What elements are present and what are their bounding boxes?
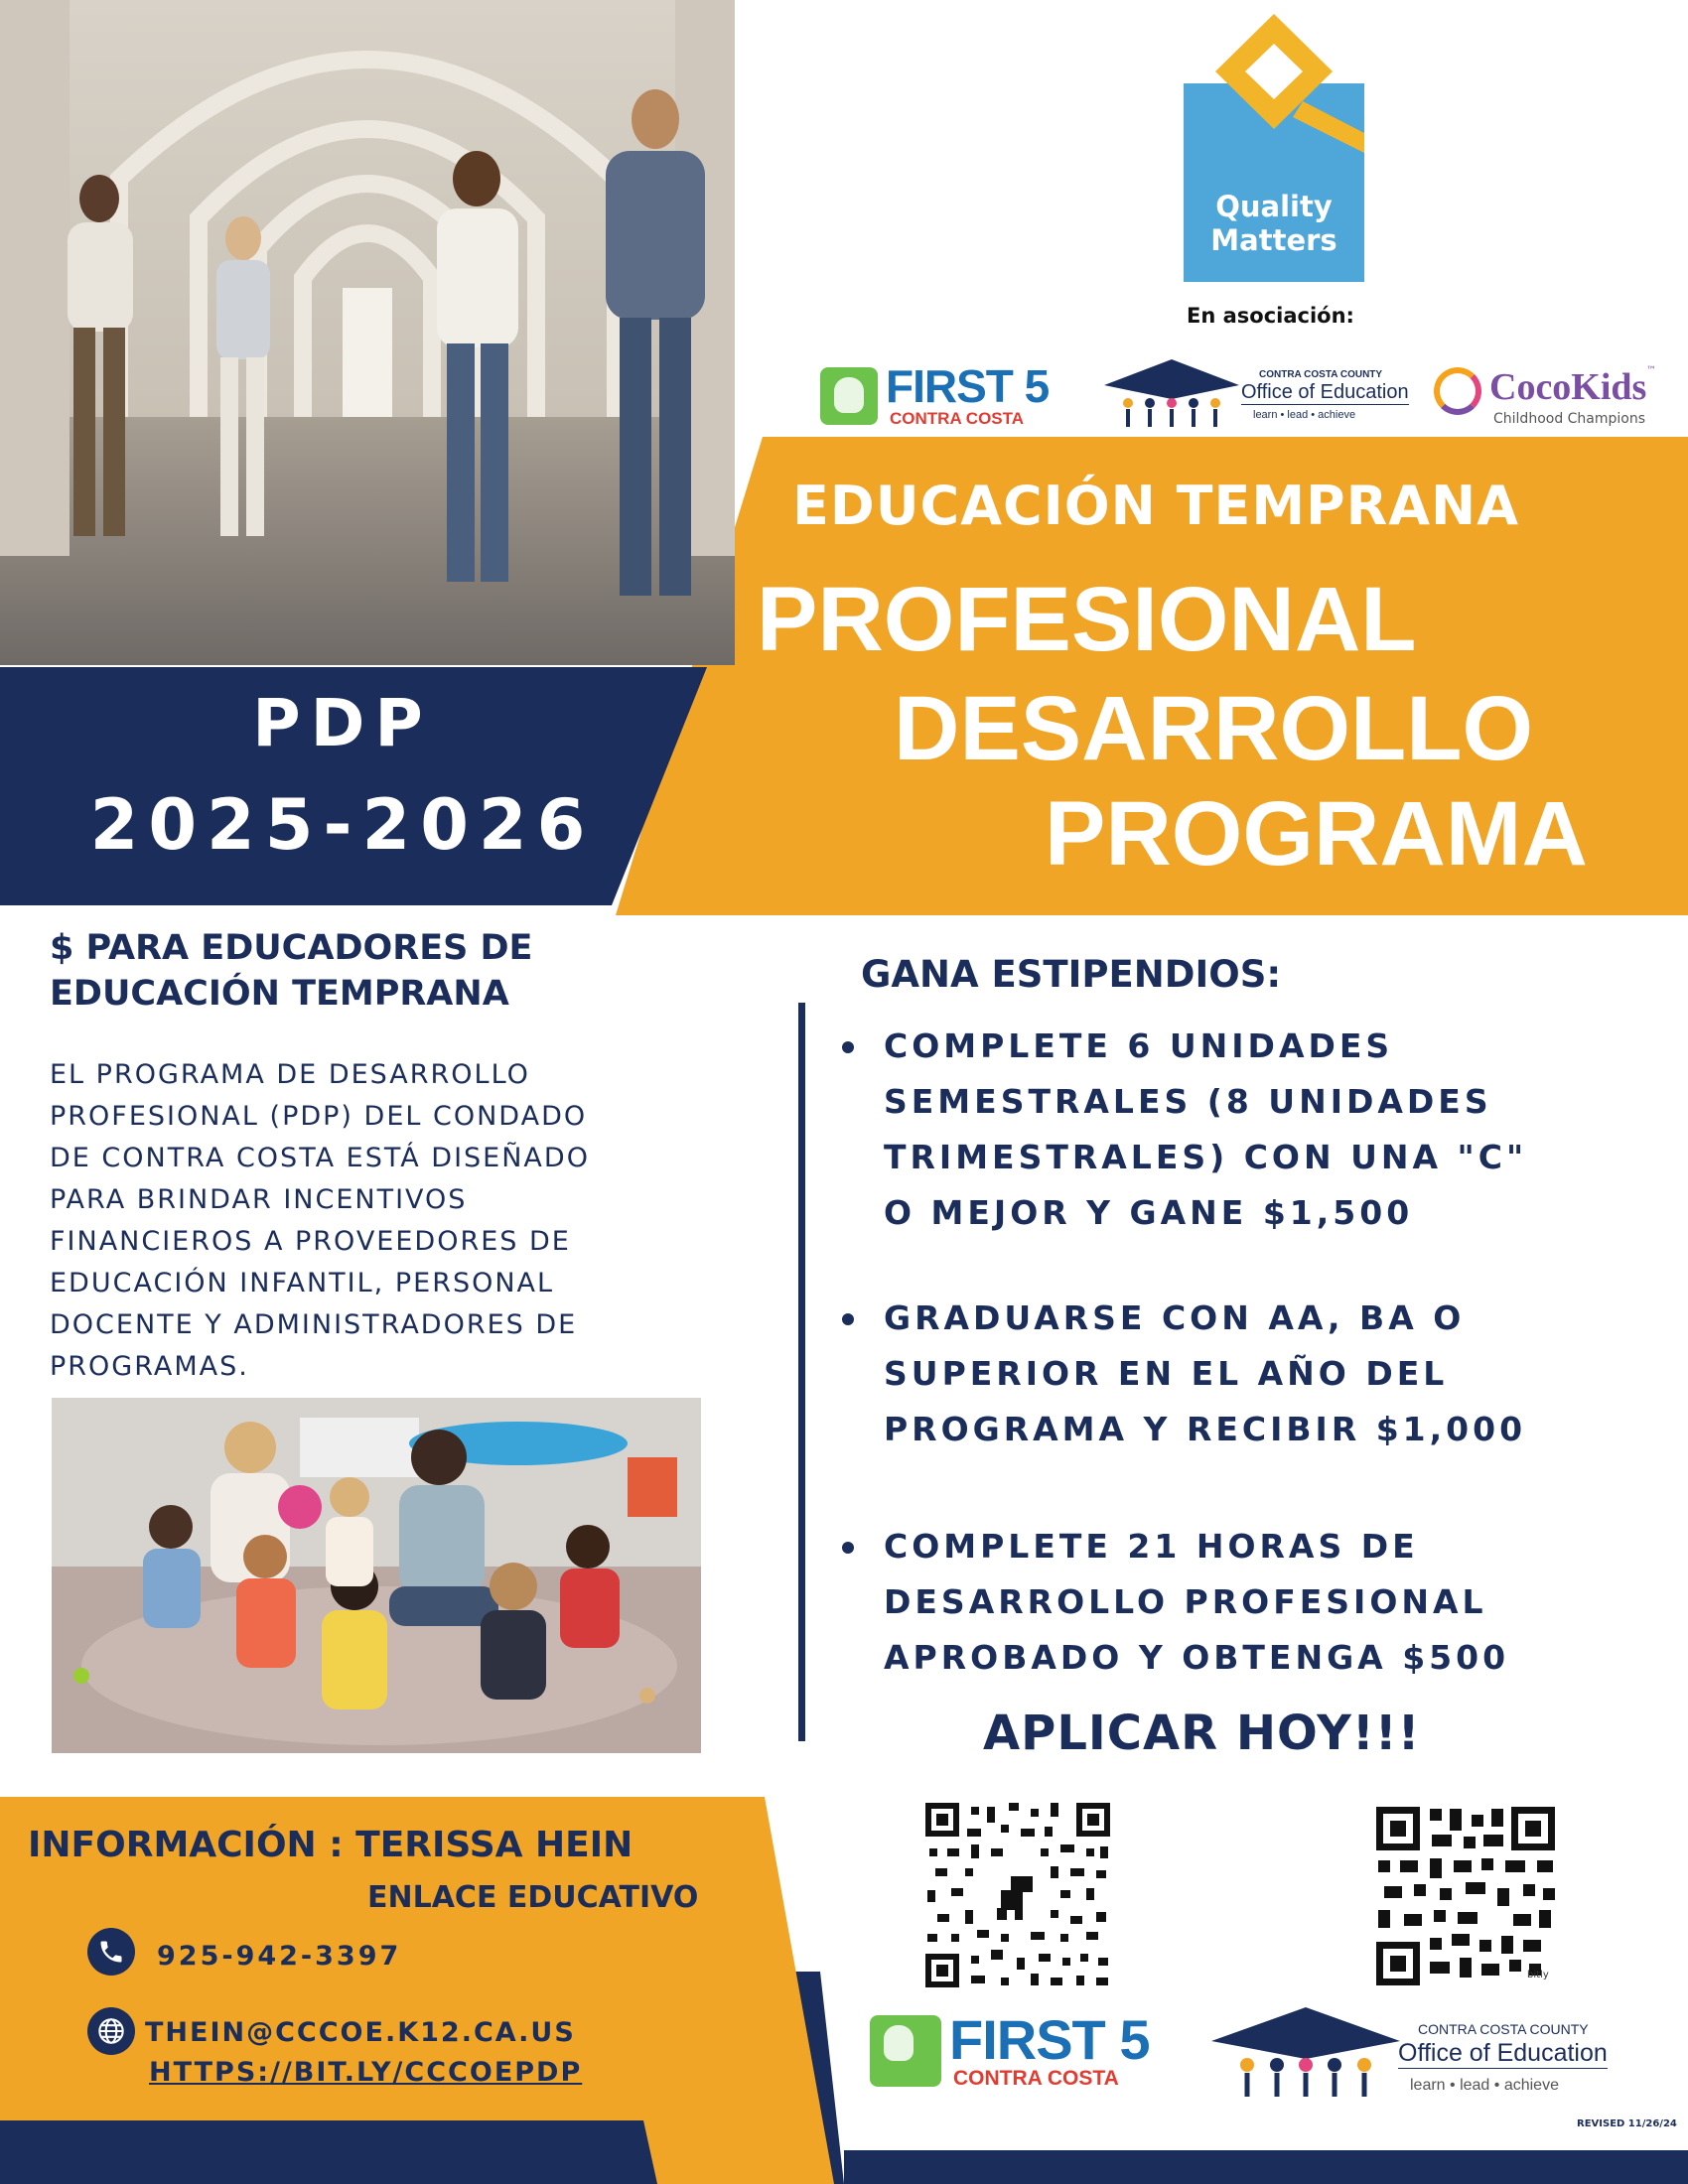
- stipend-item-line: SEMESTRALES (8 UNIDADES: [884, 1082, 1492, 1121]
- bullet-dot: [842, 1041, 854, 1053]
- contact-navy-foot: [0, 2120, 657, 2184]
- description-line: EDUCACIÓN INFANTIL, PERSONAL: [50, 1268, 555, 1298]
- educators-heading-line1: $ PARA EDUCADORES DE: [50, 928, 533, 968]
- first5-subtitle: CONTRA COSTA: [890, 409, 1025, 428]
- stipend-item-line: GRADUARSE CON AA, BA O: [884, 1298, 1466, 1337]
- qr-code-left[interactable]: [921, 1799, 1114, 1991]
- stipends-divider: [798, 1003, 805, 1741]
- phone-icon: [87, 1928, 135, 1976]
- cccoe-county: CONTRA COSTA COUNTY: [1259, 369, 1383, 380]
- first5-hand-icon: [870, 2015, 941, 2087]
- description-line: DOCENTE Y ADMINISTRADORES DE: [50, 1309, 578, 1340]
- stipend-item: [842, 1519, 1626, 1686]
- contact-role: ENLACE EDUCATIVO: [367, 1880, 699, 1915]
- cocokids-trademark: ™: [1646, 365, 1656, 376]
- quality-matters-line1: Quality: [1215, 190, 1333, 223]
- cccoe-logo-top: [1104, 355, 1412, 445]
- cccoe-name: Office of Education: [1241, 381, 1409, 403]
- hero-line-2: DESARROLLO: [894, 678, 1533, 779]
- stipend-item: [842, 1019, 1626, 1241]
- hero-line-3: PROGRAMA: [1045, 783, 1588, 885]
- description-line: PARA BRINDAR INCENTIVOS: [50, 1184, 468, 1215]
- partnership-label: En asociación:: [1187, 304, 1354, 328]
- contact-phone[interactable]: 925-942-3397: [157, 1941, 402, 1972]
- contact-url-link[interactable]: HTTPS://BIT.LY/CCCOEPDP: [149, 2057, 583, 2088]
- pdp-years: 2025-2026: [89, 784, 596, 866]
- description-line: DE CONTRA COSTA ESTÁ DISEÑADO: [50, 1143, 590, 1173]
- cccoe-name: Office of Education: [1398, 2039, 1608, 2067]
- first5-title: FIRST 5: [949, 2008, 1150, 2071]
- stipend-item-line: PROGRAMA Y RECIBIR $1,000: [884, 1410, 1527, 1448]
- first5-logo-bottom: [870, 2008, 1168, 2095]
- bullet-dot: [842, 1313, 854, 1325]
- stipend-item-line: O MEJOR Y GANE $1,500: [884, 1193, 1414, 1232]
- description-line: FINANCIEROS A PROVEEDORES DE: [50, 1226, 571, 1257]
- revised-date: REVISED 11/26/24: [1577, 2118, 1677, 2129]
- stipend-item-line: COMPLETE 6 UNIDADES: [884, 1026, 1394, 1065]
- first5-logo-top: [820, 360, 1068, 429]
- stipend-item: [842, 1291, 1626, 1457]
- first5-hand-icon: [820, 367, 878, 425]
- classroom-photo: [52, 1398, 701, 1753]
- hallway-photo: [0, 0, 735, 665]
- cccoe-logo-bottom: [1211, 2001, 1628, 2111]
- pdp-label: PDP: [252, 685, 433, 761]
- cccoe-county: CONTRA COSTA COUNTY: [1418, 2021, 1589, 2037]
- hero-eyebrow: EDUCACIÓN TEMPRANA: [792, 475, 1519, 537]
- educators-heading: [50, 925, 665, 1017]
- stipend-item-line: TRIMESTRALES) CON UNA "C": [884, 1138, 1528, 1176]
- hero-line-1: PROFESIONAL: [757, 569, 1417, 670]
- description-line: PROFESIONAL (PDP) DEL CONDADO: [50, 1101, 588, 1132]
- qr-code-right[interactable]: [1374, 1805, 1557, 1987]
- quality-matters-line2: Matters: [1210, 223, 1337, 257]
- stipends-heading: GANA ESTIPENDIOS:: [861, 953, 1282, 996]
- cocokids-ring-icon: [1434, 367, 1481, 415]
- contact-email[interactable]: THEIN@CCCOE.K12.CA.US: [145, 2017, 576, 2048]
- stipend-item-line: SUPERIOR EN EL AÑO DEL: [884, 1354, 1449, 1393]
- cccoe-tagline: learn • lead • achieve: [1410, 2077, 1559, 2094]
- stipend-item-line: DESARROLLO PROFESIONAL: [884, 1582, 1487, 1621]
- educators-heading-line2: EDUCACIÓN TEMPRANA: [50, 974, 509, 1014]
- stipend-item-line: APROBADO Y OBTENGA $500: [884, 1638, 1510, 1677]
- globe-icon: [87, 2007, 135, 2055]
- description-line: EL PROGRAMA DE DESARROLLO: [50, 1059, 530, 1090]
- first5-subtitle: CONTRA COSTA: [953, 2067, 1119, 2090]
- first5-title: FIRST 5: [886, 360, 1050, 412]
- bottom-right-rule: [844, 2150, 1688, 2184]
- cocokids-subtitle: Childhood Champions: [1493, 411, 1646, 427]
- description-line: PROGRAMAS.: [50, 1351, 249, 1382]
- graduation-cap-icon: [1104, 359, 1239, 431]
- cocokids-logo: [1434, 365, 1662, 431]
- stipend-item-line: COMPLETE 21 HORAS DE: [884, 1527, 1419, 1566]
- program-description: [50, 1054, 685, 1388]
- bitly-label: bitly: [1527, 1970, 1549, 1980]
- quality-matters-logo: [1184, 14, 1364, 282]
- cocokids-title: CocoKids: [1489, 366, 1647, 408]
- contact-title: INFORMACIÓN : TERISSA HEIN: [28, 1825, 633, 1865]
- cccoe-tagline: learn • lead • achieve: [1253, 409, 1356, 421]
- graduation-cap-icon: [1211, 2007, 1400, 2101]
- bullet-dot: [842, 1542, 854, 1554]
- apply-today-cta: APLICAR HOY!!!: [983, 1706, 1421, 1761]
